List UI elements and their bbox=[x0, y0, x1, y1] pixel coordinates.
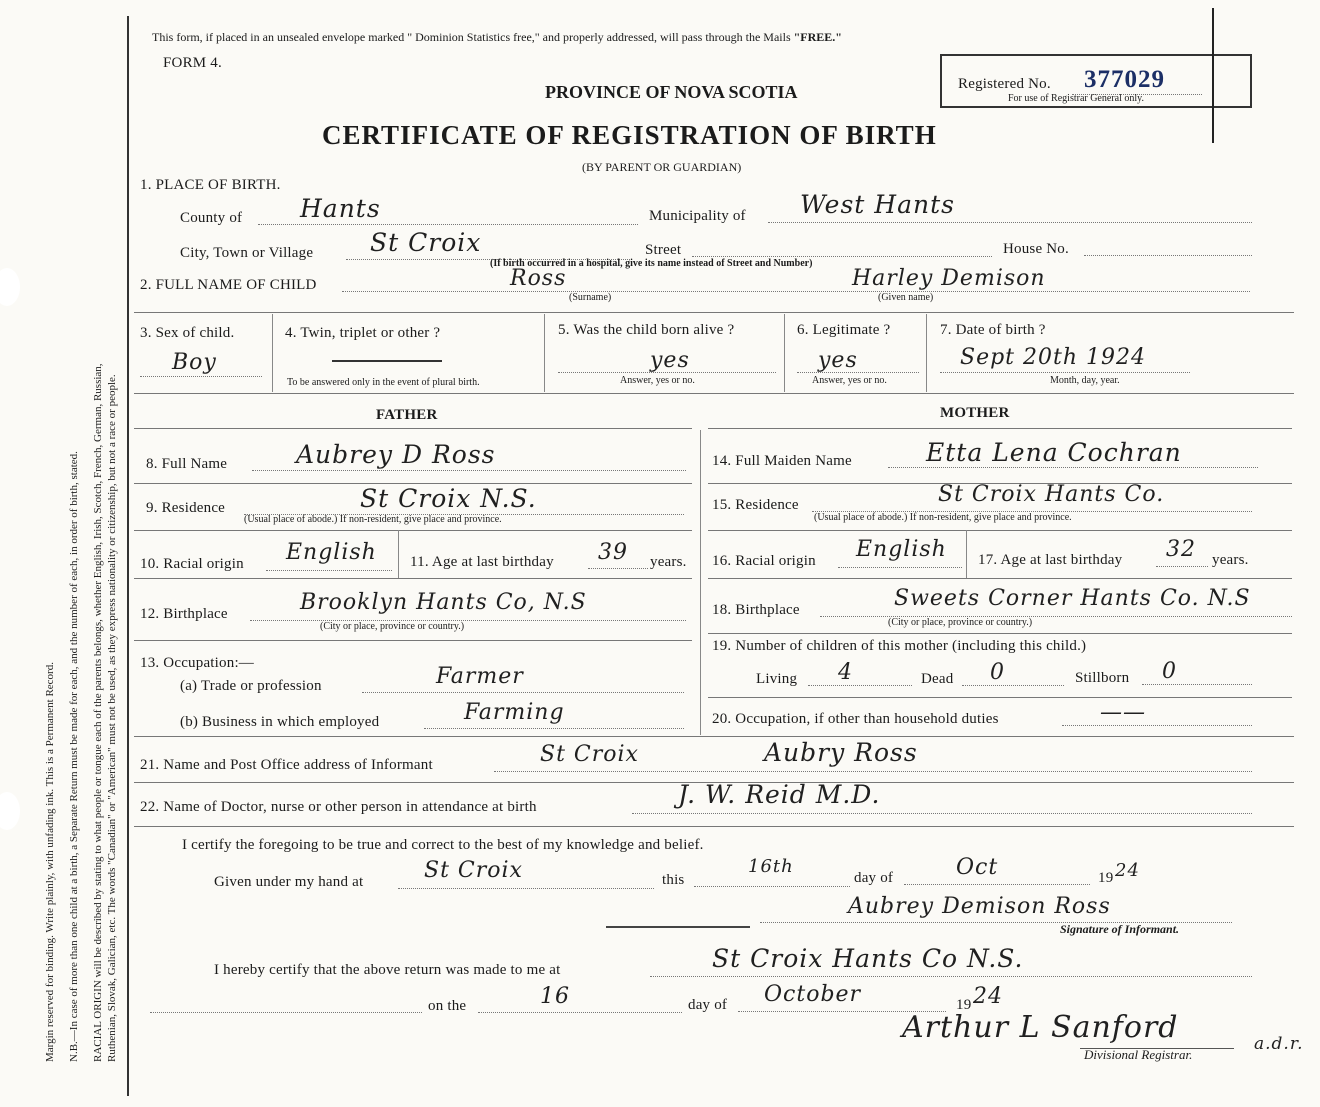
registrar-caption: Divisional Registrar. bbox=[1084, 1047, 1193, 1062]
registrar-place-value: St Croix Hants Co N.S. bbox=[712, 944, 1024, 973]
stillborn-label: Stillborn bbox=[1075, 670, 1130, 686]
mother-birthplace-value: Sweets Corner Hants Co. N.S bbox=[894, 586, 1251, 611]
this-label: this bbox=[662, 872, 685, 888]
occupation-label: 13. Occupation:— bbox=[140, 655, 255, 671]
street-label: Street bbox=[645, 242, 682, 258]
alive-value: yes bbox=[650, 348, 690, 373]
mother-years: years. bbox=[1212, 552, 1249, 568]
business-label: (b) Business in which employed bbox=[180, 714, 380, 730]
ink-stroke bbox=[1212, 8, 1214, 143]
margin-note-2: N.B.—In case of more than one child at a birth, a Separate Return must be made for each, and the number of each, in order of birth, stated. bbox=[68, 451, 80, 1062]
father-birthplace-value: Brooklyn Hants Co, N.S bbox=[300, 590, 587, 615]
registrar-statement: I hereby certify that the above return was made to me at bbox=[214, 962, 561, 978]
mother-residence-value: St Croix Hants Co. bbox=[938, 482, 1165, 507]
given-name-value: Harley Demison bbox=[852, 266, 1046, 291]
doctor-label: 22. Name of Doctor, nurse or other person in attendance at birth bbox=[140, 799, 537, 815]
father-years: years. bbox=[650, 554, 687, 570]
registrar-year-prefix: 19 bbox=[956, 997, 972, 1013]
registrar-dayof-label: day of bbox=[688, 997, 728, 1013]
father-birthplace-label: 12. Birthplace bbox=[140, 606, 228, 622]
given-caption: (Given name) bbox=[878, 292, 934, 303]
dob-note: Month, day, year. bbox=[1050, 375, 1120, 386]
city-value: St Croix bbox=[370, 228, 482, 257]
father-residence-label: 9. Residence bbox=[146, 500, 226, 516]
surname-value: Ross bbox=[510, 266, 567, 291]
registrar-month-value: October bbox=[764, 982, 862, 1007]
registrar-day-value: 16 bbox=[540, 984, 570, 1009]
mother-occupation-label: 20. Occupation, if other than household duties bbox=[712, 711, 999, 727]
mother-residence-note: (Usual place of abode.) If non-resident, give place and province. bbox=[814, 512, 1072, 523]
informant-label: 21. Name and Post Office address of Informant bbox=[140, 757, 433, 773]
page-title: CERTIFICATE OF REGISTRATION OF BIRTH bbox=[322, 120, 937, 150]
living-label: Living bbox=[756, 671, 798, 687]
punch-hole bbox=[0, 792, 20, 830]
place-heading: 1. PLACE OF BIRTH. bbox=[140, 177, 281, 193]
municipality-label: Municipality of bbox=[649, 208, 746, 224]
mother-name-label: 14. Full Maiden Name bbox=[712, 453, 852, 469]
alive-label: 5. Was the child born alive ? bbox=[558, 322, 735, 338]
onthe-label: on the bbox=[428, 998, 467, 1014]
province-heading: PROVINCE OF NOVA SCOTIA bbox=[545, 82, 798, 102]
margin-note-3: RACIAL ORIGIN will be described by stating to what people or tongue each of the parents belongs, whether English, Irish, Scotch, French, German, Russian, bbox=[92, 363, 104, 1062]
alive-note: Answer, yes or no. bbox=[620, 375, 695, 386]
rule bbox=[134, 312, 1294, 313]
parent-divider bbox=[700, 430, 701, 735]
trade-value: Farmer bbox=[436, 664, 524, 689]
margin-note-4: Ruthenian, Slovak, Galician, etc. The words "Canadian" or "American" must not be used, as they express nationality or citizenship, but not a race or people. bbox=[106, 374, 118, 1062]
living-value: 4 bbox=[838, 660, 853, 685]
legit-note: Answer, yes or no. bbox=[812, 375, 887, 386]
sex-value: Boy bbox=[172, 350, 217, 375]
twin-dash bbox=[332, 360, 442, 362]
margin-note-1: Margin reserved for binding. Write plainly, with unfading ink. This is a Permanent Record. bbox=[44, 662, 56, 1062]
child-name-label: 2. FULL NAME OF CHILD bbox=[140, 277, 317, 293]
informant-name-value: Aubry Ross bbox=[764, 738, 918, 767]
form-number: FORM 4. bbox=[163, 55, 222, 71]
given-place-value: St Croix bbox=[424, 858, 523, 883]
sex-label: 3. Sex of child. bbox=[140, 325, 235, 341]
dob-label: 7. Date of birth ? bbox=[940, 322, 1046, 338]
registrar-signature: Arthur L Sanford bbox=[902, 1010, 1179, 1045]
trade-label: (a) Trade or profession bbox=[180, 678, 322, 694]
informant-address-value: St Croix bbox=[540, 742, 639, 767]
legit-label: 6. Legitimate ? bbox=[797, 322, 891, 338]
mail-notice bbox=[152, 30, 842, 45]
house-label: House No. bbox=[1003, 241, 1069, 257]
punch-hole bbox=[0, 268, 20, 306]
father-residence-note: (Usual place of abode.) If non-resident, give place and province. bbox=[244, 514, 502, 525]
mother-age-value: 32 bbox=[1166, 537, 1196, 562]
signature-caption: Signature of Informant. bbox=[1060, 922, 1180, 936]
twin-label: 4. Twin, triplet or other ? bbox=[285, 325, 441, 341]
given-day-value: 16th bbox=[748, 856, 794, 877]
registered-number: 377029 bbox=[1084, 66, 1165, 93]
doctor-value: J. W. Reid M.D. bbox=[678, 780, 881, 809]
given-year-value: 24 bbox=[1115, 860, 1140, 881]
registrar-note: For use of Registrar General only. bbox=[1008, 93, 1144, 104]
city-label: City, Town or Village bbox=[180, 245, 314, 261]
county-label: County of bbox=[180, 210, 243, 226]
registrar-year-value: 24 bbox=[973, 984, 1003, 1009]
father-heading: FATHER bbox=[376, 407, 438, 423]
mother-heading: MOTHER bbox=[940, 405, 1010, 421]
rule bbox=[134, 393, 1294, 394]
dob-value: Sept 20th 1924 bbox=[960, 345, 1146, 370]
father-name-value: Aubrey D Ross bbox=[296, 440, 496, 469]
twin-note: To be answered only in the event of plural birth. bbox=[287, 377, 480, 388]
mother-occupation-value: —— bbox=[1100, 700, 1146, 725]
father-racial-value: English bbox=[286, 540, 377, 565]
mail-free: "FREE." bbox=[793, 30, 842, 44]
certify-statement: I certify the foregoing to be true and correct to the best of my knowledge and belief. bbox=[182, 837, 704, 853]
children-label: 19. Number of children of this mother (including this child.) bbox=[712, 638, 1087, 654]
father-name-label: 8. Full Name bbox=[146, 456, 228, 472]
legit-value: yes bbox=[818, 348, 858, 373]
mother-residence-label: 15. Residence bbox=[712, 497, 799, 513]
page-subtitle: (BY PARENT OR GUARDIAN) bbox=[582, 160, 742, 174]
mother-racial-label: 16. Racial origin bbox=[712, 553, 816, 569]
father-racial-label: 10. Racial origin bbox=[140, 556, 244, 572]
given-label: Given under my hand at bbox=[214, 874, 364, 890]
informant-signature: Aubrey Demison Ross bbox=[848, 894, 1111, 919]
mother-birthplace-note: (City or place, province or country.) bbox=[888, 617, 1033, 628]
municipality-value: West Hants bbox=[800, 190, 955, 219]
mother-age-label: 17. Age at last birthday bbox=[978, 552, 1123, 568]
father-birthplace-note: (City or place, province or country.) bbox=[320, 621, 465, 632]
given-month-value: Oct bbox=[956, 855, 999, 880]
dead-value: 0 bbox=[990, 660, 1005, 685]
registrar-signature-suffix: a.d.r. bbox=[1254, 1034, 1304, 1054]
father-age-value: 39 bbox=[598, 540, 628, 565]
registered-label: Registered No. bbox=[958, 76, 1051, 92]
mail-notice-text: This form, if placed in an unsealed envelope marked " Dominion Statistics free," and properly addressed, will pass through the Mails bbox=[152, 30, 791, 44]
given-dayof-label: day of bbox=[854, 870, 894, 886]
binding-line bbox=[127, 16, 129, 1096]
surname-caption: (Surname) bbox=[569, 292, 612, 303]
father-age-label: 11. Age at last birthday bbox=[410, 554, 554, 570]
business-value: Farming bbox=[464, 700, 565, 725]
father-residence-value: St Croix N.S. bbox=[360, 484, 537, 513]
stillborn-value: 0 bbox=[1162, 659, 1177, 684]
hospital-note: (If birth occurred in a hospital, give its name instead of Street and Number) bbox=[490, 258, 813, 269]
county-value: Hants bbox=[300, 194, 381, 223]
mother-birthplace-label: 18. Birthplace bbox=[712, 602, 800, 618]
signature-left-line bbox=[606, 926, 750, 928]
mother-racial-value: English bbox=[856, 537, 947, 562]
dead-label: Dead bbox=[921, 671, 954, 687]
given-year-prefix: 19 bbox=[1098, 870, 1114, 886]
mother-name-value: Etta Lena Cochran bbox=[926, 438, 1182, 467]
